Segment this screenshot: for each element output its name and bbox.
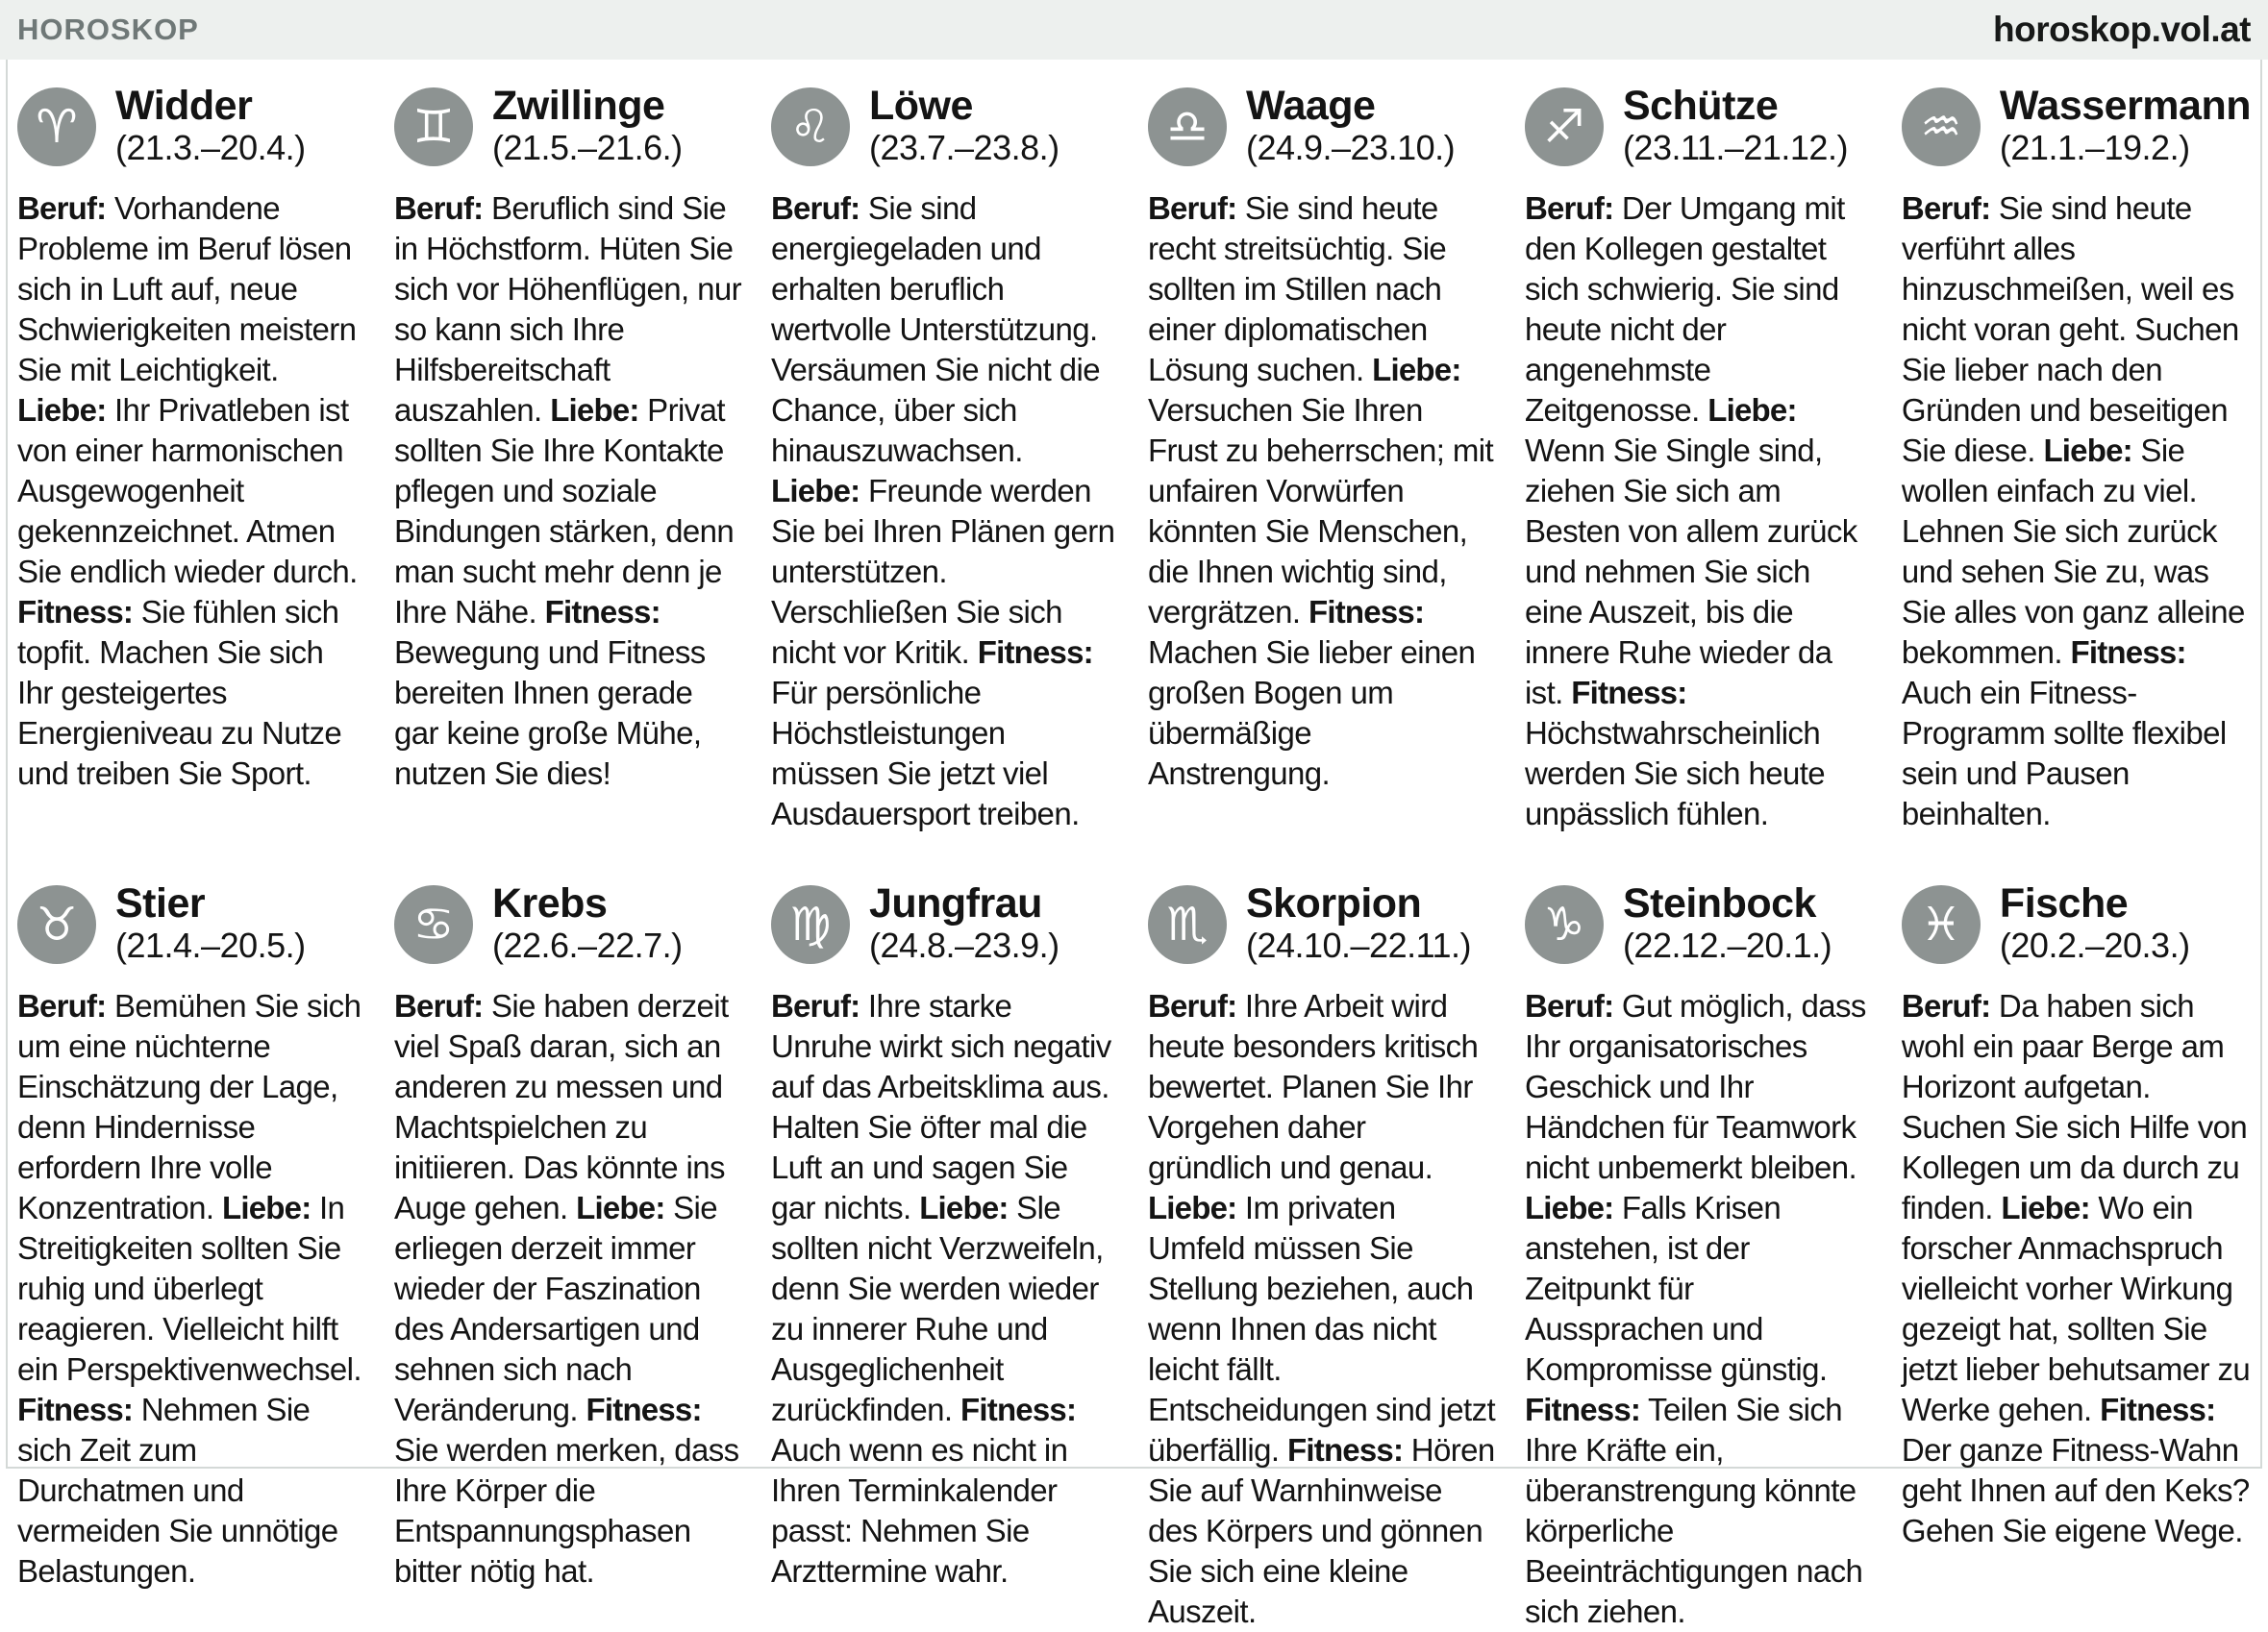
sign-text xyxy=(17,188,365,794)
section-text: Im privaten Umfeld müssen Sie Stellung beziehen, auch wenn Ihnen das nicht leicht fällt. Entscheidungen sind jetzt überfällig. xyxy=(1147,1190,1496,1468)
section-label: Beruf: xyxy=(770,988,860,1024)
section-text: Auch ein Fitness-Programm sollte flexibel sein und Pausen beinhalten. xyxy=(1901,675,2227,831)
section-label: Beruf: xyxy=(770,190,860,226)
section-label: Fitness: xyxy=(1524,1392,1641,1427)
sign-title-block xyxy=(1999,880,2190,966)
section-label: Beruf: xyxy=(1524,190,1614,226)
sign-card-jungfrau xyxy=(771,877,1119,1632)
aries-ram-icon xyxy=(17,87,96,166)
sign-header xyxy=(771,877,1119,973)
sign-card-zwillinge xyxy=(394,79,742,834)
sign-title-block xyxy=(115,880,306,966)
sign-dates: (20.2.–20.3.) xyxy=(1999,926,2190,966)
sign-header xyxy=(17,877,365,973)
sign-name: Widder xyxy=(115,83,253,130)
sign-dates: (23.11.–21.12.) xyxy=(1622,128,1848,168)
section-text: Da haben sich wohl ein paar Berge am Horizont aufgetan. Suchen Sie sich Hilfe von Kollegen um da durch zu finden. xyxy=(1901,988,2248,1225)
sign-card-krebs xyxy=(394,877,742,1632)
sign-dates: (24.9.–23.10.) xyxy=(1245,128,1456,168)
section-text: Sie sind heute verführt alles hinzuschmeißen, weil es nicht voran geht. Suchen Sie lieber nach den Gründen und beseitigen Sie diese. xyxy=(1901,190,2239,468)
section-text: Falls Krisen anstehen, ist der Zeitpunkt für Aussprachen und Kompromisse günstig. xyxy=(1524,1190,1828,1387)
section-text: Privat sollten Sie Ihre Kontakte pflegen und soziale Bindungen stärken, denn man sucht mehr denn je Ihre Nähe. xyxy=(393,392,735,630)
section-label: Liebe: xyxy=(1707,392,1797,428)
sign-header xyxy=(1148,79,1496,175)
sign-header xyxy=(771,79,1119,175)
sign-name: Löwe xyxy=(868,83,973,130)
section-label: Beruf: xyxy=(1147,190,1237,226)
sign-dates: (22.6.–22.7.) xyxy=(491,926,683,966)
capricorn-goat-icon xyxy=(1525,885,1604,964)
section-label: Beruf: xyxy=(1524,988,1614,1024)
section-label: Fitness: xyxy=(1287,1432,1404,1468)
section-text: Machen Sie lieber einen großen Bogen um übermäßige Anstrengung. xyxy=(1147,634,1476,791)
zodiac-glyph: ♑ xyxy=(1543,898,1585,952)
sign-text xyxy=(17,986,365,1592)
site-url: horoskop.vol.at xyxy=(1993,10,2251,49)
taurus-bull-icon xyxy=(17,885,96,964)
sign-text xyxy=(394,986,742,1592)
sign-title-block xyxy=(491,83,683,168)
sign-header xyxy=(394,79,742,175)
section-text: Sie erliegen derzeit immer wieder der Faszination des Andersartigen und sehnen sich nach Veränderung. xyxy=(393,1190,718,1427)
section-text: Ihr Privatleben ist von einer harmonischen Ausgewogenheit gekennzeichnet. Atmen Sie endlich wieder durch. xyxy=(17,392,358,589)
sign-card-loewe xyxy=(771,79,1119,834)
sign-card-widder xyxy=(17,79,365,834)
sign-name: Zwillinge xyxy=(491,83,665,130)
sign-card-fische xyxy=(1902,877,2251,1632)
section-text: Sie haben derzeit viel Spaß daran, sich an anderen zu messen und Machtspielchen zu initiieren. Das könnte ins Auge gehen. xyxy=(393,988,729,1225)
section-label: Liebe: xyxy=(1147,1190,1237,1225)
sign-name: Schütze xyxy=(1622,83,1779,130)
sign-dates: (21.1.–19.2.) xyxy=(1999,128,2190,168)
sign-text xyxy=(394,188,742,794)
section-text: Teilen Sie sich Ihre Kräfte ein, überanstrengung könnte körperliche Beeinträchtigungen nach sich ziehen. xyxy=(1524,1392,1863,1629)
section-label: Beruf: xyxy=(1147,988,1237,1024)
sign-header xyxy=(17,79,365,175)
section-text: Sie sind energiegeladen und erhalten beruflich wertvolle Unterstützung. Versäumen Sie nicht die Chance, über sich hinauszuwachsen. xyxy=(770,190,1101,468)
sign-text xyxy=(1902,188,2251,834)
sign-text xyxy=(1525,188,1873,834)
sign-text xyxy=(1525,986,1873,1632)
section-label: Fitness: xyxy=(977,634,1093,670)
sign-title-block xyxy=(1622,83,1848,168)
section-label: Liebe: xyxy=(1524,1190,1614,1225)
zodiac-glyph: ♉ xyxy=(36,898,78,952)
sign-title-block xyxy=(868,83,1059,168)
section-text: Sie wollen einfach zu viel. Lehnen Sie sich zurück und sehen Sie zu, was Sie alles von ganz alleine bekommen. xyxy=(1901,433,2245,670)
sign-card-skorpion xyxy=(1148,877,1496,1632)
section-text: Vorhandene Probleme im Beruf lösen sich in Luft auf, neue Schwierigkeiten meistern Sie mit Leichtigkeit. xyxy=(17,190,357,387)
sign-card-steinbock xyxy=(1525,877,1873,1632)
section-text: Für persönliche Höchstleistungen müssen Sie jetzt viel Ausdauersport treiben. xyxy=(770,675,1080,831)
sign-name: Fische xyxy=(1999,880,2129,927)
section-text: Auch wenn es nicht in Ihren Terminkalender passt: Nehmen Sie Arzttermine wahr. xyxy=(770,1432,1068,1589)
section-text: Ihre Arbeit wird heute besonders kritisch bewertet. Planen Sie Ihr Vorgehen daher gründlich und genau. xyxy=(1147,988,1479,1185)
section-label: Fitness: xyxy=(17,594,134,630)
zodiac-glyph: ♓ xyxy=(1920,898,1962,952)
sign-dates: (24.8.–23.9.) xyxy=(868,926,1059,966)
sign-name: Stier xyxy=(115,880,206,927)
zodiac-glyph: ♈ xyxy=(36,100,78,154)
section-label: Liebe: xyxy=(17,392,107,428)
sign-text xyxy=(1148,986,1496,1632)
section-text: Nehmen Sie sich Zeit zum Durchatmen und vermeiden Sie unnötige Belastungen. xyxy=(17,1392,338,1589)
zodiac-glyph: ♋ xyxy=(412,898,455,952)
sign-text xyxy=(771,986,1119,1592)
sign-text xyxy=(1902,986,2251,1551)
sign-text xyxy=(771,188,1119,834)
sign-title-block xyxy=(115,83,306,168)
section-text: Ihre starke Unruhe wirkt sich negativ auf das Arbeitsklima aus. Halten Sie öfter mal die Luft an und sagen Sie gar nichts. xyxy=(770,988,1111,1225)
sign-card-stier xyxy=(17,877,365,1632)
sign-title-block xyxy=(1999,83,2251,168)
section-label: Liebe: xyxy=(2043,433,2132,468)
horoscope-grid xyxy=(17,79,2251,1632)
sign-text xyxy=(1148,188,1496,794)
sign-header xyxy=(1525,79,1873,175)
zodiac-glyph: ♐ xyxy=(1543,100,1585,154)
section-label: Beruf: xyxy=(1901,190,1991,226)
gemini-twins-icon xyxy=(394,87,473,166)
zodiac-glyph: ♍ xyxy=(789,898,832,952)
sign-header xyxy=(1902,877,2251,973)
zodiac-glyph: ♒ xyxy=(1920,100,1962,154)
section-label: Fitness: xyxy=(2100,1392,2216,1427)
sign-dates: (21.3.–20.4.) xyxy=(115,128,306,168)
sign-dates: (22.12.–20.1.) xyxy=(1622,926,1832,966)
sign-name: Krebs xyxy=(491,880,608,927)
sign-title-block xyxy=(868,880,1059,966)
sagittarius-bow-icon xyxy=(1525,87,1604,166)
pisces-fish-icon xyxy=(1902,885,1981,964)
page-header xyxy=(0,0,2268,60)
sign-dates: (21.4.–20.5.) xyxy=(115,926,306,966)
section-text: Wenn Sie Single sind, ziehen Sie sich am Besten von allem zurück und nehmen Sie sich eine Auszeit, bis die innere Ruhe wieder da ist. xyxy=(1524,433,1857,710)
section-text: Versuchen Sie Ihren Frust zu beherrschen; mit unfairen Vorwürfen könnten Sie Menschen, die Ihnen wichtig sind, vergrätzen. xyxy=(1147,392,1494,630)
section-text: Freunde werden Sie bei Ihren Plänen gern unterstützen. Verschließen Sie sich nicht vor Kritik. xyxy=(770,473,1115,670)
sign-header xyxy=(1902,79,2251,175)
section-label: Liebe: xyxy=(2001,1190,2090,1225)
section-label: Fitness: xyxy=(544,594,660,630)
section-label: Liebe: xyxy=(222,1190,312,1225)
section-label: Fitness: xyxy=(1571,675,1687,710)
section-text: Höchstwahrscheinlich werden Sie sich heute unpässlich fühlen. xyxy=(1524,715,1826,831)
section-label: Liebe: xyxy=(770,473,860,508)
section-label: Fitness: xyxy=(586,1392,702,1427)
section-label: Beruf: xyxy=(393,988,484,1024)
section-label: Liebe: xyxy=(919,1190,1009,1225)
section-text: Sie sind heute recht streitsüchtig. Sie sollten im Stillen nach einer diplomatischen Lösung suchen. xyxy=(1147,190,1447,387)
sign-card-wassermann xyxy=(1902,79,2251,834)
scorpio-scorpion-icon xyxy=(1148,885,1227,964)
section-label: Beruf: xyxy=(393,190,484,226)
sign-header xyxy=(1148,877,1496,973)
sign-name: Waage xyxy=(1245,83,1376,130)
section-label: Beruf: xyxy=(17,190,107,226)
section-text: Der ganze Fitness-Wahn geht Ihnen auf den Keks? Gehen Sie eigene Wege. xyxy=(1901,1432,2250,1548)
zodiac-glyph: ♎ xyxy=(1166,100,1209,154)
section-text: Bemühen Sie sich um eine nüchterne Einschätzung der Lage, denn Hindernisse erfordern Ihre volle Konzentration. xyxy=(17,988,361,1225)
section-label: Fitness: xyxy=(960,1392,1077,1427)
section-text: Sie fühlen sich topfit. Machen Sie sich Ihr gesteigertes Energieniveau zu Nutze und treiben Sie Sport. xyxy=(17,594,342,791)
page-title: HOROSKOP xyxy=(17,12,199,46)
leo-lion-icon xyxy=(771,87,850,166)
section-label: Liebe: xyxy=(576,1190,665,1225)
sign-title-block xyxy=(1622,880,1832,966)
section-text: In Streitigkeiten sollten Sie ruhig und überlegt reagieren. Vielleicht hilft ein Perspektivenwechsel. xyxy=(17,1190,361,1387)
aquarius-jug-icon xyxy=(1902,87,1981,166)
section-text: Sle sollten nicht Verzweifeln, denn Sie werden wieder zu innerer Ruhe und Ausgeglichenheit zurückfinden. xyxy=(770,1190,1104,1427)
section-text: Sie werden merken, dass Ihre Körper die Entspannungsphasen bitter nötig hat. xyxy=(393,1432,739,1589)
section-label: Fitness: xyxy=(2070,634,2186,670)
sign-name: Jungfrau xyxy=(868,880,1042,927)
sign-dates: (23.7.–23.8.) xyxy=(868,128,1059,168)
sign-name: Steinbock xyxy=(1622,880,1816,927)
section-label: Fitness: xyxy=(1308,594,1425,630)
libra-scales-icon xyxy=(1148,87,1227,166)
sign-title-block xyxy=(1245,83,1456,168)
cancer-crab-icon xyxy=(394,885,473,964)
section-label: Beruf: xyxy=(17,988,107,1024)
virgo-maiden-icon xyxy=(771,885,850,964)
zodiac-glyph: ♏ xyxy=(1166,898,1209,952)
zodiac-glyph: ♌ xyxy=(789,100,832,154)
section-label: Beruf: xyxy=(1901,988,1991,1024)
section-label: Fitness: xyxy=(17,1392,134,1427)
sign-dates: (21.5.–21.6.) xyxy=(491,128,683,168)
section-text: Hören Sie auf Warnhinweise des Körpers und gönnen Sie sich eine kleine Auszeit. xyxy=(1147,1432,1495,1629)
section-label: Liebe: xyxy=(550,392,639,428)
zodiac-glyph: ♊ xyxy=(412,100,455,154)
section-text: Der Umgang mit den Kollegen gestaltet sich schwierig. Sie sind heute nicht der angenehmste Zeitgenosse. xyxy=(1524,190,1845,428)
sign-name: Wassermann xyxy=(1999,83,2251,130)
sign-title-block xyxy=(1245,880,1471,966)
sign-card-waage xyxy=(1148,79,1496,834)
section-label: Liebe: xyxy=(1372,352,1461,387)
section-text: Wo ein forscher Anmachspruch vielleicht vorher Wirkung gezeigt hat, sollten Sie jetzt lieber behutsamer zu Werke gehen. xyxy=(1901,1190,2251,1427)
sign-header xyxy=(394,877,742,973)
sign-name: Skorpion xyxy=(1245,880,1422,927)
content-frame xyxy=(6,60,2262,1629)
sign-dates: (24.10.–22.11.) xyxy=(1245,926,1471,966)
section-text: Gut möglich, dass Ihr organisatorisches Geschick und Ihr Händchen für Teamwork nicht unbemerkt bleiben. xyxy=(1524,988,1866,1185)
section-text: Bewegung und Fitness bereiten Ihnen gerade gar keine große Mühe, nutzen Sie dies! xyxy=(393,634,706,791)
sign-title-block xyxy=(491,880,683,966)
sign-header xyxy=(1525,877,1873,973)
sign-card-schuetze xyxy=(1525,79,1873,834)
section-text: Beruflich sind Sie in Höchstform. Hüten Sie sich vor Höhenflügen, nur so kann sich Ihre Hilfsbereitschaft auszahlen. xyxy=(393,190,742,428)
